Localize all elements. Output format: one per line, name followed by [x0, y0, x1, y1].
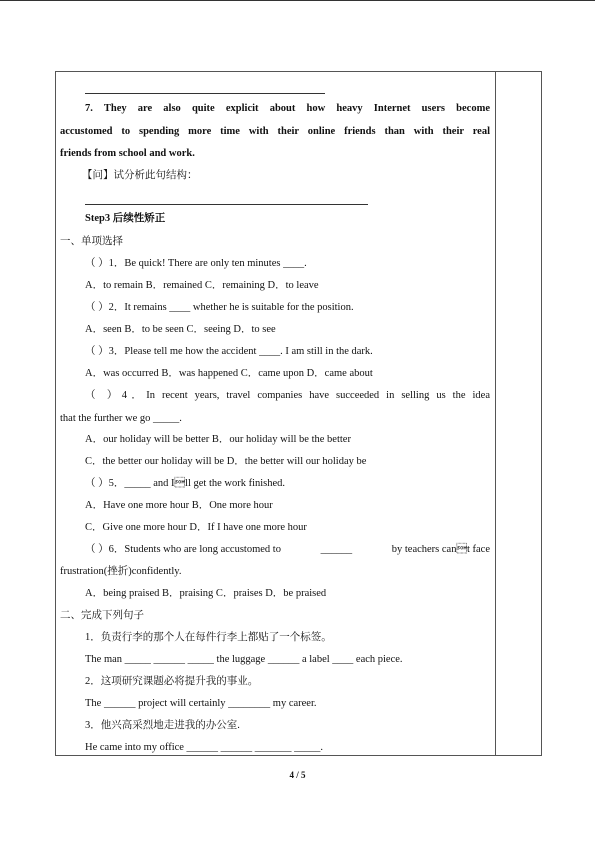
question-5-options-a: A．Have one more hour B．One more hour [85, 500, 273, 511]
page-top-rule [0, 0, 595, 1]
analysis-prompt: 【问】试分析此句结构： [82, 170, 198, 181]
question-6-line-1 [85, 543, 490, 557]
question-6-line-2: frustration(挫折)confidently. [60, 566, 182, 577]
sentence-3-english: He came into my office ______ ______ _______ _____. [85, 742, 324, 753]
sentence-7-line-1: 7. They are also quite explicit about how heavy Internet users become [85, 103, 490, 114]
question-5: （ ）5．_____ and Ill get the work finished. [85, 478, 286, 489]
sentence-2-chinese: 2．这项研究课题必将提升我的事业。 [85, 676, 259, 687]
question-6-stem: （ ）6．Students who are long accustomed to [85, 544, 281, 555]
answer-line [85, 93, 325, 94]
question-2-options: A．seen B．to be seen C．seeing D．to see [85, 324, 276, 335]
step3-heading: Step3 后续性矫正 [85, 213, 166, 224]
sentence-1-chinese: 1．负责行李的那个人在每件行李上都贴了一个标签。 [85, 632, 332, 643]
sentence-3-chinese: 3．他兴高采烈地走进我的办公室. [85, 720, 240, 731]
page-number: 4 / 5 [289, 770, 306, 780]
question-6-options: A．being praised B．praising C．praises D．be praised [85, 588, 327, 599]
part2-title: 二、完成下列句子 [60, 610, 144, 621]
question-1-options: A．to remain B．remained C．remaining D．to leave [85, 280, 319, 291]
question-3: （ ）3．Please tell me how the accident ____. I am still in the dark. [85, 346, 373, 357]
question-4-line-1: （ ）4．In recent years, travel companies have succeeded in selling us the idea [85, 390, 490, 401]
question-5-options-b: C．Give one more hour D．If I have one more hour [85, 522, 307, 533]
question-4-line-2: that the further we go _____. [60, 413, 182, 424]
sentence-7-line-3: friends from school and work. [60, 148, 195, 159]
question-3-options: A．was occurred B．was happened C．came upon D．came about [85, 368, 373, 379]
sentence-1-english: The man _____ ______ _____ the luggage ______ a label ____ each piece. [85, 654, 403, 665]
question-6-blank: ______ [320, 544, 353, 555]
table-column-divider [495, 71, 496, 756]
part1-title: 一、单项选择 [60, 236, 123, 247]
answer-line [85, 204, 368, 205]
sentence-2-english: The ______ project will certainly ________ my career. [85, 698, 317, 709]
question-2: （ ）2．It remains ____ whether he is suitable for the position. [85, 302, 354, 313]
question-6-stem-end: by teachers cant face [391, 544, 490, 555]
question-4-options-a: A．our holiday will be better B．our holiday will be the better [85, 434, 351, 445]
sentence-7-line-2: accustomed to spending more time with their online friends than with their real [60, 126, 490, 137]
question-1: （ ）1．Be quick! There are only ten minutes ____. [85, 258, 307, 269]
question-4-options-b: C．the better our holiday will be D．the better will our holiday be [85, 456, 367, 467]
